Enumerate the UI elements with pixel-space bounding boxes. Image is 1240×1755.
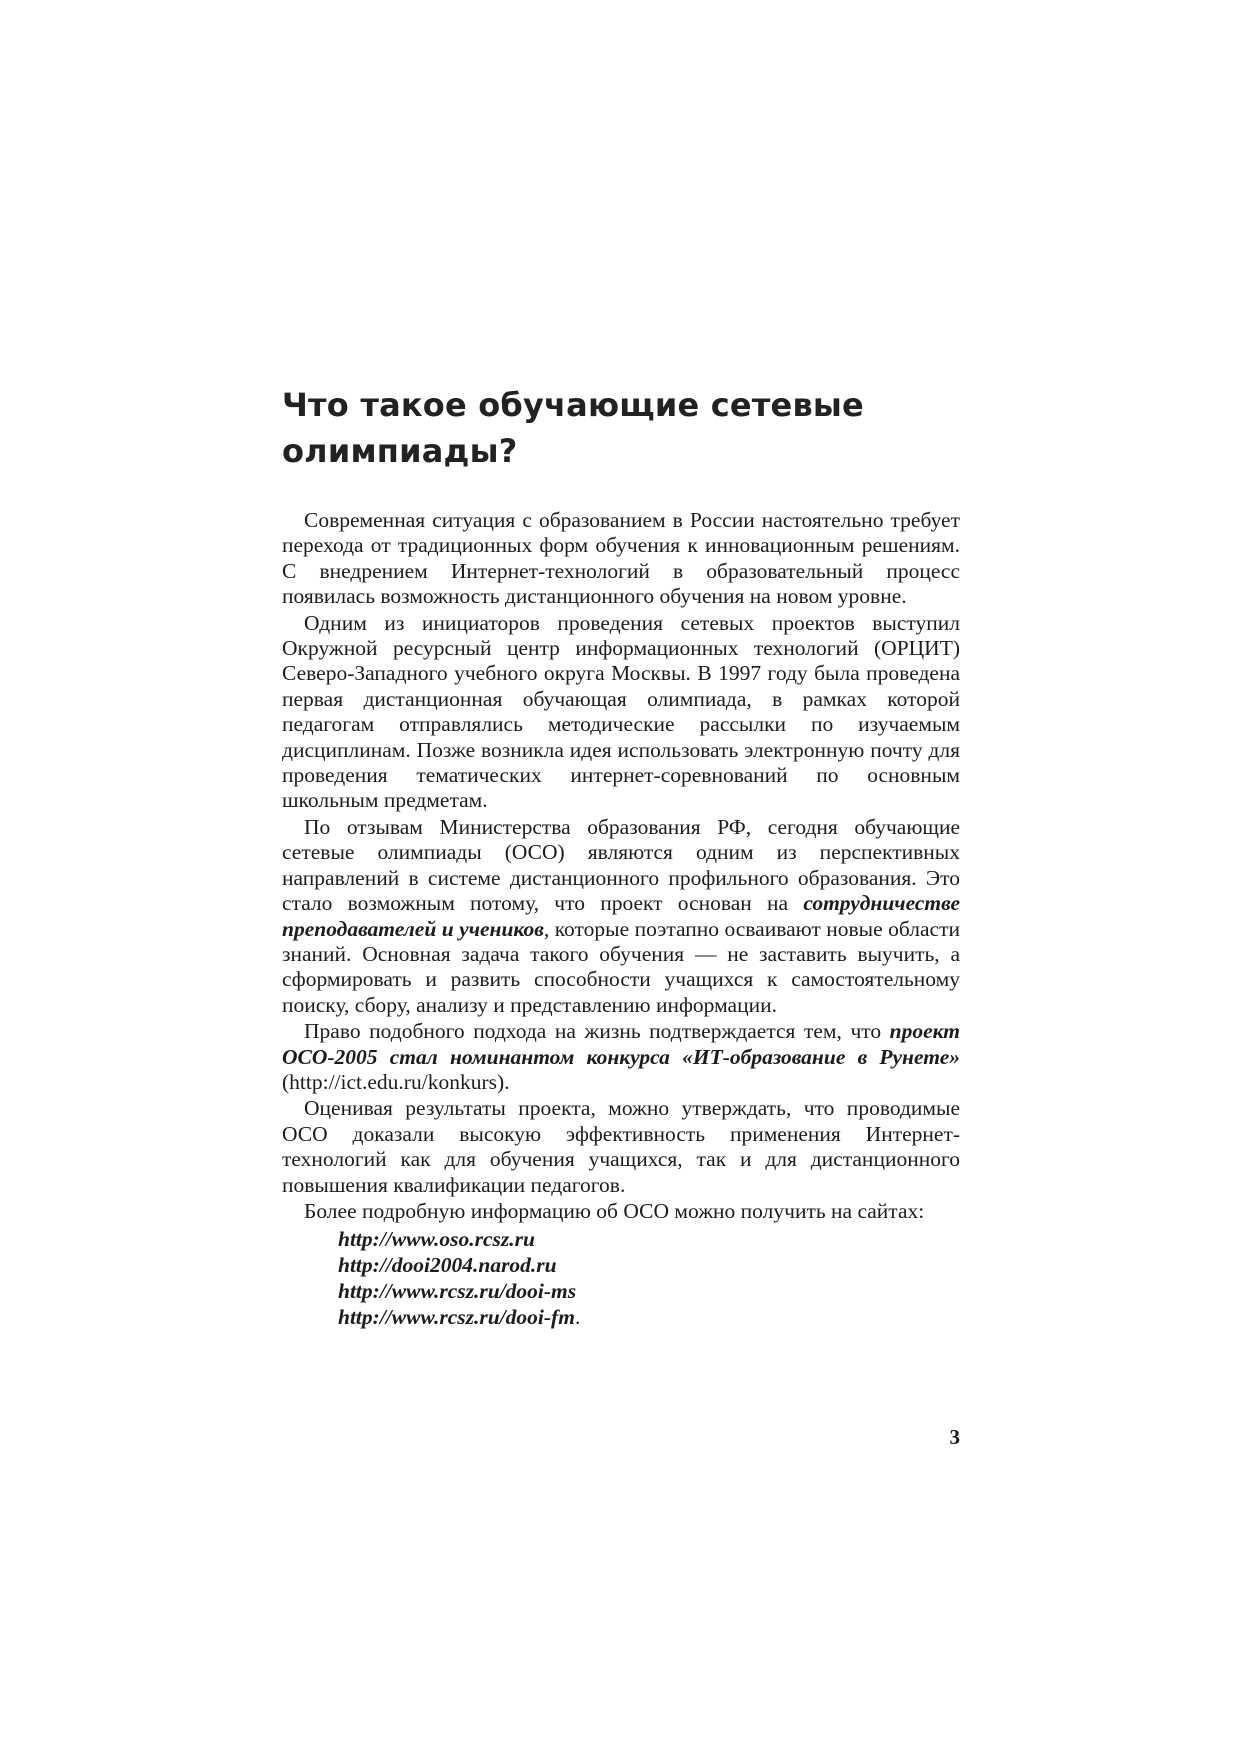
paragraph-4 <box>282 1019 960 1095</box>
link-item: http://dooi2004.narod.ru <box>338 1253 557 1278</box>
link-item-text: http://www.rcsz.ru/dooi-fm <box>338 1305 575 1330</box>
paragraph-4-text-b: (http://ict.edu.ru/konkurs). <box>282 1069 510 1094</box>
paragraph-3-text-b: , которые поэтапно осваивают новые области знаний. Основная задача такого обучения — не заставить выучить, а сформировать и развить способности учащихся к самостоятельному поиску, сбору, анализу и представлению информации. <box>282 916 960 1017</box>
paragraph-3-text-a: По отзывам Министерства образования РФ, сегодня обучающие сетевые олимпиады (ОСО) являются одним из перспективных направлений в системе дистанционного профильного образования. Это стало возможным потому, что проект основан на <box>282 814 960 916</box>
title-line-2: олимпиады? <box>282 432 518 470</box>
title-line-1: Что такое обучающие сетевые <box>282 386 864 424</box>
links-end-punctuation: . <box>574 1305 581 1330</box>
paragraph-3 <box>282 815 960 1018</box>
paragraph-2: Одним из инициаторов проведения сетевых проектов выступил Окружной ресурсный центр информационных технологий (ОРЦИТ) Северо-Западного учебного округа Москвы. В 1997 году была проведена первая дистанционная обучающая олимпиада, в рамках которой педагогам отправлялись методические рассылки по изучаемым дисциплинам. Позже возникла идея использовать электронную почту для проведения тематических интернет-соревнований по основным школьным предметам. <box>282 610 960 813</box>
paragraph-1: Современная ситуация с образованием в России настоятельно требует перехода от традиционных форм обучения к инновационным решениям. С внедрением Интернет-технологий в образовательный процесс появилась возможность дистанционного обучения на новом уровне. <box>282 508 960 609</box>
paragraph-6: Более подробную информацию об ОСО можно получить на сайтах: <box>304 1198 925 1223</box>
link-list <box>282 1226 960 1330</box>
page-title <box>282 382 982 474</box>
paragraph-4-emphasis: проект ОСО-2005 стал номинантом конкурса «ИТ-образование в Рунете» <box>282 1019 960 1069</box>
link-item: http://www.rcsz.ru/dooi-ms <box>338 1279 577 1304</box>
paragraph-3-emphasis: сотрудничестве преподавателей и учеников <box>282 891 960 941</box>
paragraph-5: Оценивая результаты проекта, можно утверждать, что проводимые ОСО доказали высокую эффективность применения Интернет-технологий как для обучения учащихся, так и для дистанционного повышения квалификации педагогов. <box>282 1096 960 1197</box>
paragraph-4-text-a: Право подобного подхода на жизнь подтверждается тем, что <box>304 1019 890 1044</box>
link-item-last <box>338 1304 960 1330</box>
link-item: http://www.oso.rcsz.ru <box>338 1227 535 1252</box>
page-number: 3 <box>949 1425 960 1449</box>
body-text <box>282 508 960 1330</box>
